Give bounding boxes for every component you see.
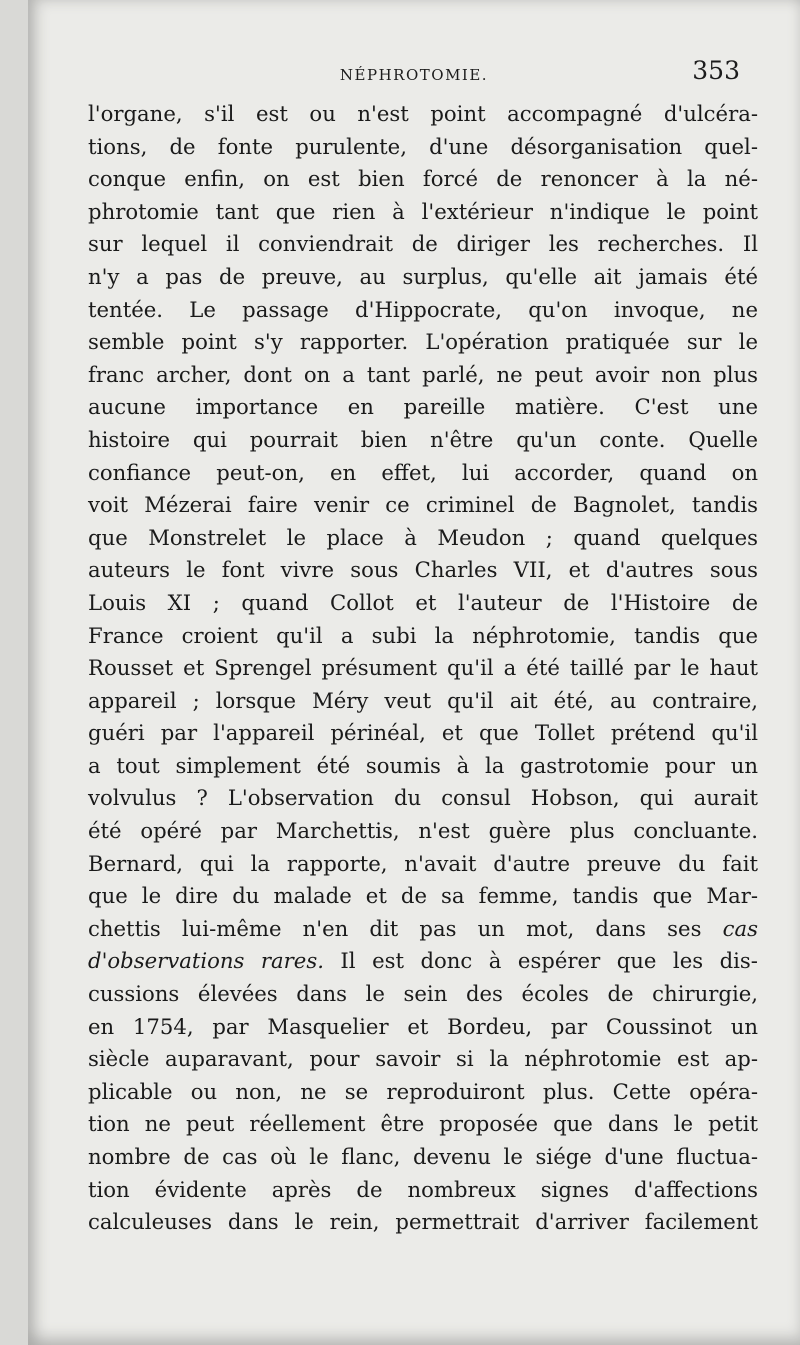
text-line: n'y a pas de preuve, au surplus, qu'elle ait jamais été (88, 263, 758, 289)
text-line: que Monstrelet le place à Meudon ; quand quelques (88, 524, 758, 550)
text-segment: Il (340, 948, 356, 974)
text-line: appareil ; lorsque Méry veut qu'il ait été, au contraire, (88, 687, 758, 713)
italic-text: cas (722, 915, 758, 941)
text-line: tentée. Le passage d'Hippocrate, qu'on invoque, ne (88, 296, 758, 322)
text-line: volvulus ? L'observation du consul Hobson, qui aurait (88, 785, 758, 811)
italic-text: d'observations rares. (88, 948, 324, 974)
text-line (88, 913, 758, 946)
book-page (28, 0, 800, 1345)
running-head: NÉPHROTOMIE. (339, 66, 489, 84)
text-line: franc archer, dont on a tant parlé, ne peut avoir non plus (88, 361, 758, 387)
text-line: cussions élevées dans le sein des écoles de chirurgie, (88, 981, 758, 1007)
body-text (88, 98, 758, 1239)
text-line: Bernard, qui la rapporte, n'avait d'autre preuve du fait (88, 850, 758, 876)
text-line: France croient qu'il a subi la néphrotomie, tandis que (88, 622, 758, 648)
text-line: en 1754, par Masquelier et Bordeu, par Coussinot un (88, 1013, 758, 1039)
text-line: tion ne peut réellement être proposée que dans le petit (88, 1111, 758, 1137)
text-line: plicable ou non, ne se reproduiront plus. Cette opéra- (88, 1078, 758, 1104)
text-line: Louis XI ; quand Collot et l'auteur de l'Histoire de (88, 589, 758, 615)
text-line: Rousset et Sprengel présument qu'il a été taillé par le haut (88, 655, 758, 681)
text-line: calculeuses dans le rein, permettrait d'arriver facilement (88, 1209, 758, 1235)
text-line: voit Mézerai faire venir ce criminel de Bagnolet, tandis (88, 492, 758, 518)
text-line: conque enfin, on est bien forcé de renoncer à la né- (88, 166, 758, 192)
text-line: histoire qui pourrait bien n'être qu'un conte. Quelle (88, 426, 758, 452)
text-line: guéri par l'appareil périnéal, et que Tollet prétend qu'il (88, 720, 758, 746)
text-line: que le dire du malade et de sa femme, tandis que Mar- (88, 883, 758, 909)
text-line: semble point s'y rapporter. L'opération pratiquée sur le (88, 329, 758, 355)
text-segment: chettis lui-même n'en dit pas un mot, dans ses (88, 915, 702, 941)
text-line (88, 945, 758, 978)
text-line: siècle auparavant, pour savoir si la néphrotomie est ap- (88, 1046, 758, 1072)
text-line: tions, de fonte purulente, d'une désorganisation quel- (88, 133, 758, 159)
text-line: phrotomie tant que rien à l'extérieur n'indique le point (88, 198, 758, 224)
text-line: a tout simplement été soumis à la gastrotomie pour un (88, 752, 758, 778)
text-line: aucune importance en pareille matière. C'est une (88, 394, 758, 420)
text-line: nombre de cas où le flanc, devenu le siége d'une fluctua- (88, 1144, 758, 1169)
text-line: sur lequel il conviendrait de diriger les recherches. Il (88, 231, 758, 257)
page-header (88, 56, 740, 92)
text-segment: est donc à espérer que les dis- (372, 948, 758, 974)
text-line: auteurs le font vivre sous Charles VII, et d'autres sous (88, 557, 758, 583)
text-line: l'organe, s'il est ou n'est point accompagné d'ulcéra- (88, 101, 758, 126)
text-line: tion évidente après de nombreux signes d'affections (88, 1176, 758, 1202)
text-line: confiance peut-on, en effet, lui accorder, quand on (88, 459, 758, 485)
text-line: été opéré par Marchettis, n'est guère plus concluante. (88, 818, 758, 844)
page-number: 353 (692, 56, 740, 85)
